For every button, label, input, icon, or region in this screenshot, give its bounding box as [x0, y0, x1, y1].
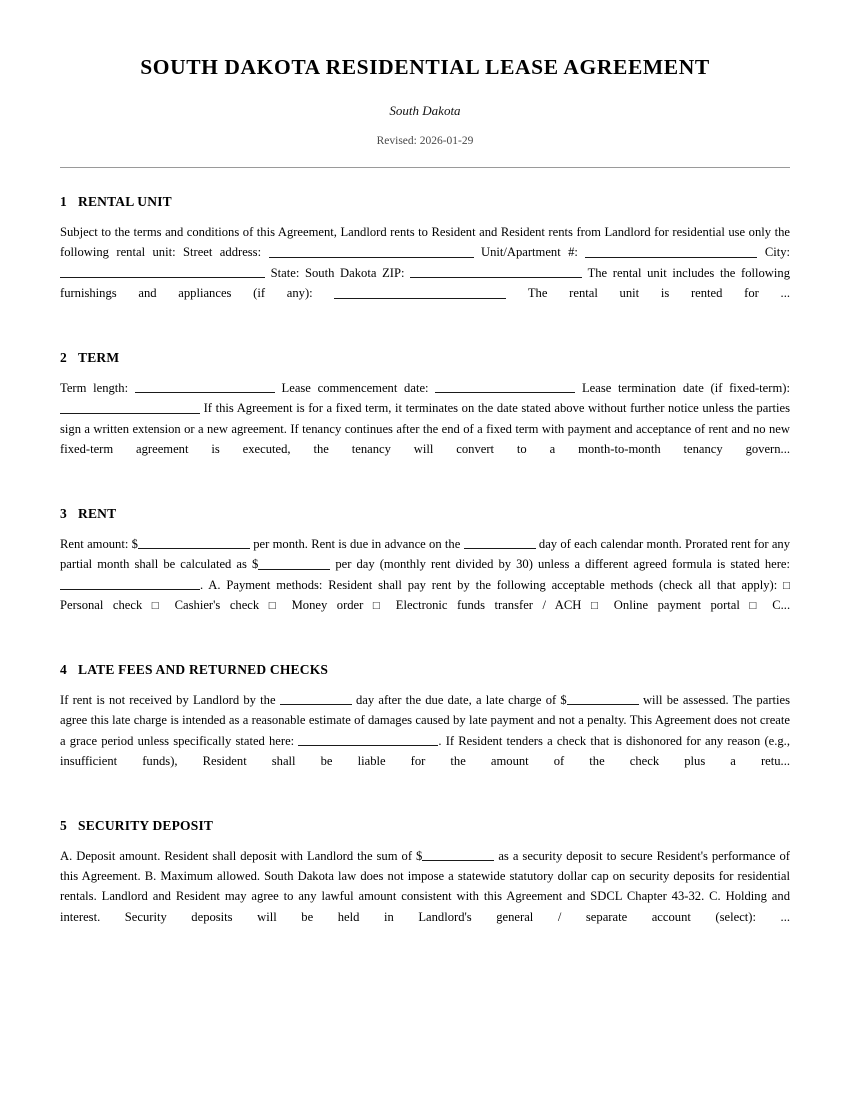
- s5-text-a: A. Deposit amount. Resident shall deposit with Landlord the sum of $: [60, 848, 423, 863]
- city-blank[interactable]: [60, 266, 265, 279]
- s2-text-d: If this Agreement is for a fixed term, it terminates on the date stated above without further notice unless the parties sign a written extension or a new agreement. If tenancy continues after the end of a fixed term with payment and acceptance of rent and no new fixed-term agreement is executed, the tenancy will convert to a month-to-month tenancy govern...: [60, 401, 790, 456]
- section-number-1: 1: [60, 193, 67, 209]
- payment-option-1: Cashier's check: [174, 597, 260, 612]
- s4-text-a: If rent is not received by Landlord by the: [60, 692, 276, 707]
- zip-blank[interactable]: [410, 266, 582, 279]
- section-heading-4: [60, 662, 790, 678]
- unit-apartment-blank[interactable]: [585, 245, 757, 258]
- section-rent: [60, 506, 790, 636]
- s1-text-b: Unit/Apartment #:: [480, 245, 578, 260]
- s2-text-a: Term length:: [60, 380, 129, 395]
- payment-option-2: Money order: [291, 597, 364, 612]
- section-title-1: RENTAL UNIT: [78, 193, 172, 209]
- section-heading-5: [60, 818, 790, 834]
- s1-text-g: The rental unit includes the following furnishings and appliances (if any):: [60, 265, 790, 301]
- deposit-amount-blank[interactable]: [422, 849, 494, 862]
- checkbox-icon-cashiers-check[interactable]: □: [151, 599, 166, 612]
- commencement-date-blank[interactable]: [435, 381, 575, 394]
- section-body-3: [60, 534, 790, 636]
- section-heading-3: [60, 506, 790, 522]
- section-heading-2: [60, 350, 790, 366]
- section-number-3: 3: [60, 505, 67, 521]
- s1-text-d: State:: [270, 265, 300, 280]
- s1-text-h: The rental unit is rented for ...: [527, 286, 790, 301]
- section-rental-unit: [60, 194, 790, 324]
- late-charge-amount-blank[interactable]: [567, 693, 639, 706]
- street-address-blank[interactable]: [269, 245, 474, 258]
- grace-period-blank[interactable]: [298, 733, 438, 746]
- section-body-5: [60, 846, 790, 948]
- payment-option-5: C...: [772, 597, 791, 612]
- s4-text-d: . If Resident tenders a check that is dishonored for any reason (e.g., insufficient funds), Resident shall be liable for the amount of the check plus a retu...: [60, 733, 790, 768]
- section-late-fees: [60, 662, 790, 792]
- section-title-2: TERM: [78, 349, 120, 365]
- section-heading-1: [60, 194, 790, 210]
- checkbox-icon-eft-ach[interactable]: □: [372, 599, 387, 612]
- payment-option-4: Online payment portal: [613, 597, 740, 612]
- section-term: [60, 350, 790, 480]
- section-body-4: [60, 690, 790, 792]
- s5-text-b: as a security deposit to secure Resident's performance of this Agreement. B. Maximum allowed. South Dakota law does not impose a statewide statutory dollar cap on security deposits for residential rentals. Landlord and Resident may agree to any lawful amount consistent with this Agreement and SDCL Chapter 43-32. C. Holding and interest. Security deposits will be held in Landlord's general / separate account (select): ...: [60, 848, 790, 924]
- s1-text-c: City:: [764, 245, 791, 260]
- s3-text-c: day of each calendar month. Prorated rent for any partial month shall be calculated as $: [60, 536, 791, 572]
- furnishings-blank[interactable]: [334, 286, 506, 299]
- section-title-5: SECURITY DEPOSIT: [78, 817, 214, 833]
- section-number-2: 2: [60, 349, 67, 365]
- section-title-4: LATE FEES AND RETURNED CHECKS: [78, 661, 329, 677]
- termination-date-blank[interactable]: [60, 401, 200, 414]
- prorated-daily-blank[interactable]: [258, 557, 330, 570]
- title-divider: [60, 167, 790, 168]
- late-fee-day-blank[interactable]: [280, 693, 352, 706]
- due-day-blank[interactable]: [464, 537, 536, 550]
- s1-text-f: ZIP:: [382, 265, 405, 280]
- checkbox-icon-online-portal[interactable]: □: [590, 599, 605, 612]
- s3-text-d: per day (monthly rent divided by 30) unless a different agreed formula is stated here:: [335, 557, 790, 572]
- checkbox-icon-money-order[interactable]: □: [268, 599, 283, 612]
- revision-date: Revised: 2026-01-29: [376, 134, 474, 147]
- s2-text-b: Lease commencement date:: [281, 380, 429, 395]
- s1-text-e: South Dakota: [305, 265, 377, 280]
- section-body-2: [60, 378, 790, 480]
- s4-text-c: will be assessed. The parties agree this late charge is intended as a reasonable estimate of damages caused by late payment and not a penalty. This Agreement does not create a grace period unless specifically stated here:: [60, 692, 791, 748]
- s3-text-e: . A. Payment methods: Resident shall pay rent by the following acceptable methods (check all that apply):: [200, 577, 778, 592]
- s3-text-a: Rent amount: $: [60, 536, 138, 551]
- checkbox-icon-personal-check[interactable]: □: [783, 579, 790, 592]
- payment-option-3: Electronic funds transfer / ACH: [395, 597, 582, 612]
- page-title: SOUTH DAKOTA RESIDENTIAL LEASE AGREEMENT: [140, 55, 710, 79]
- document-subtitle: South Dakota: [389, 102, 461, 118]
- prorate-formula-blank[interactable]: [60, 577, 200, 590]
- term-length-blank[interactable]: [135, 381, 275, 394]
- s4-text-b: day after the due date, a late charge of $: [355, 692, 567, 707]
- checkbox-icon-truncated[interactable]: □: [749, 599, 763, 612]
- s1-text-a: Subject to the terms and conditions of this Agreement, Landlord rents to Resident and Resident rents from Landlord for residential use only the following rental unit: Street address:: [60, 224, 790, 260]
- rent-amount-blank[interactable]: [138, 537, 250, 550]
- section-body-1: [60, 222, 790, 324]
- section-title-3: RENT: [78, 505, 117, 521]
- s3-text-b: per month. Rent is due in advance on the: [253, 536, 461, 551]
- section-number-5: 5: [60, 817, 67, 833]
- s2-text-c: Lease termination date (if fixed-term):: [581, 380, 790, 395]
- section-security-deposit: [60, 818, 790, 948]
- payment-option-0: Personal check: [60, 597, 143, 612]
- section-number-4: 4: [60, 661, 67, 677]
